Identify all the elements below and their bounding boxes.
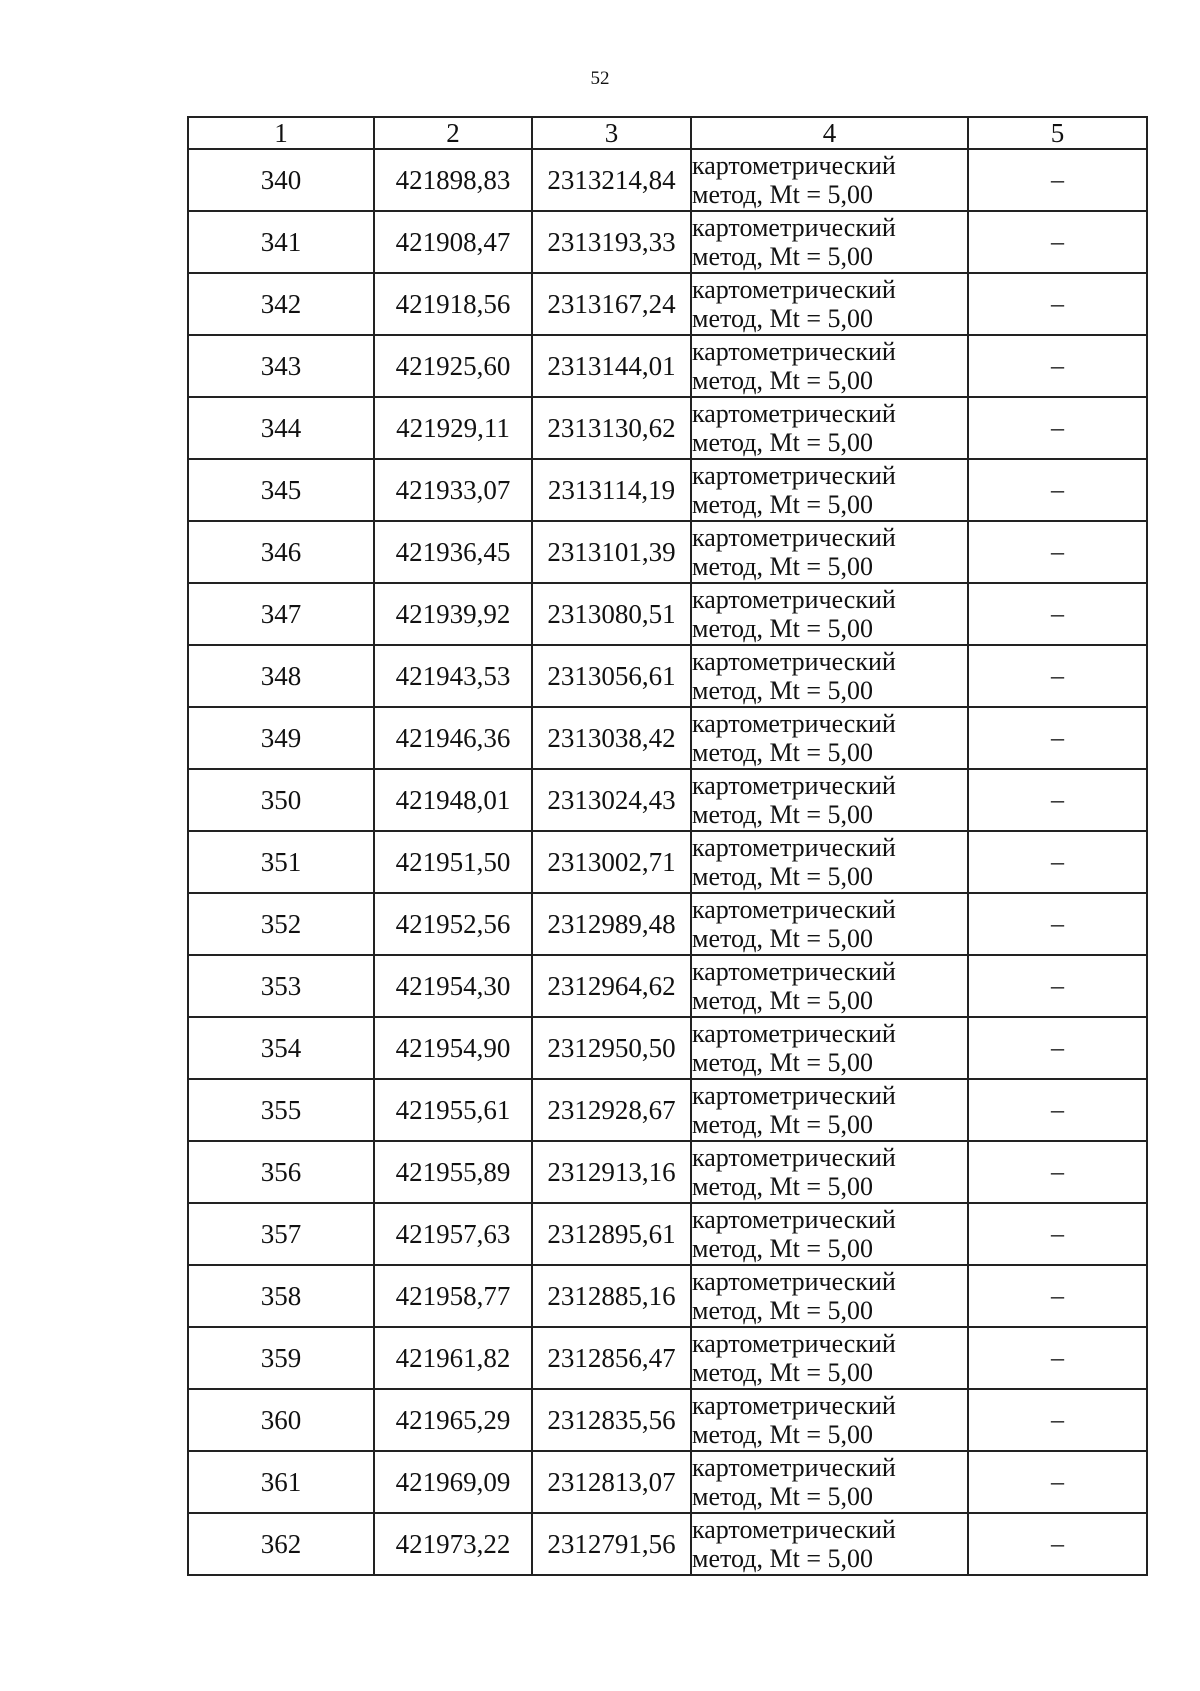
method-line-1: картометрический <box>692 1205 896 1234</box>
method-line-2: метод, Mt = 5,00 <box>692 1048 873 1077</box>
point-number-cell: 351 <box>188 831 374 893</box>
method-cell <box>691 831 968 893</box>
note-cell: – <box>968 211 1147 273</box>
y-coordinate-cell: 2312856,47 <box>532 1327 691 1389</box>
x-coordinate-cell: 421933,07 <box>374 459 532 521</box>
note-cell: – <box>968 769 1147 831</box>
point-number-cell: 340 <box>188 149 374 211</box>
note-cell: – <box>968 149 1147 211</box>
y-coordinate-cell: 2312964,62 <box>532 955 691 1017</box>
note-cell: – <box>968 397 1147 459</box>
x-coordinate-cell: 421946,36 <box>374 707 532 769</box>
method-line-2: метод, Mt = 5,00 <box>692 924 873 953</box>
method-line-2: метод, Mt = 5,00 <box>692 242 873 271</box>
method-cell <box>691 1079 968 1141</box>
point-number-cell: 348 <box>188 645 374 707</box>
method-cell <box>691 397 968 459</box>
x-coordinate-cell: 421973,22 <box>374 1513 532 1575</box>
method-line-1: картометрический <box>692 895 896 924</box>
note-cell: – <box>968 1265 1147 1327</box>
method-cell <box>691 1017 968 1079</box>
table-header-row <box>188 117 1147 149</box>
x-coordinate-cell: 421936,45 <box>374 521 532 583</box>
x-coordinate-cell: 421954,90 <box>374 1017 532 1079</box>
method-line-2: метод, Mt = 5,00 <box>692 986 873 1015</box>
y-coordinate-cell: 2313002,71 <box>532 831 691 893</box>
point-number-cell: 352 <box>188 893 374 955</box>
table-row <box>188 955 1147 1017</box>
method-line-1: картометрический <box>692 1329 896 1358</box>
column-header: 5 <box>968 117 1147 149</box>
method-cell <box>691 459 968 521</box>
method-cell <box>691 1265 968 1327</box>
x-coordinate-cell: 421908,47 <box>374 211 532 273</box>
method-line-2: метод, Mt = 5,00 <box>692 676 873 705</box>
method-cell <box>691 1451 968 1513</box>
note-cell: – <box>968 1141 1147 1203</box>
point-number-cell: 345 <box>188 459 374 521</box>
method-line-1: картометрический <box>692 523 896 552</box>
method-cell <box>691 955 968 1017</box>
note-cell: – <box>968 1017 1147 1079</box>
method-line-1: картометрический <box>692 337 896 366</box>
coordinates-table <box>187 116 1148 1576</box>
method-line-1: картометрический <box>692 1019 896 1048</box>
y-coordinate-cell: 2312813,07 <box>532 1451 691 1513</box>
method-line-1: картометрический <box>692 1515 896 1544</box>
method-cell <box>691 583 968 645</box>
table-row <box>188 893 1147 955</box>
table-row <box>188 1327 1147 1389</box>
y-coordinate-cell: 2313130,62 <box>532 397 691 459</box>
method-cell <box>691 335 968 397</box>
table-row <box>188 1265 1147 1327</box>
method-line-2: метод, Mt = 5,00 <box>692 304 873 333</box>
table-row <box>188 645 1147 707</box>
note-cell: – <box>968 521 1147 583</box>
point-number-cell: 358 <box>188 1265 374 1327</box>
method-cell <box>691 707 968 769</box>
note-cell: – <box>968 1203 1147 1265</box>
note-cell: – <box>968 273 1147 335</box>
x-coordinate-cell: 421954,30 <box>374 955 532 1017</box>
note-cell: – <box>968 707 1147 769</box>
note-cell: – <box>968 1389 1147 1451</box>
note-cell: – <box>968 955 1147 1017</box>
method-cell <box>691 273 968 335</box>
x-coordinate-cell: 421958,77 <box>374 1265 532 1327</box>
x-coordinate-cell: 421925,60 <box>374 335 532 397</box>
x-coordinate-cell: 421965,29 <box>374 1389 532 1451</box>
method-cell <box>691 211 968 273</box>
y-coordinate-cell: 2313144,01 <box>532 335 691 397</box>
y-coordinate-cell: 2313193,33 <box>532 211 691 273</box>
table-row <box>188 831 1147 893</box>
point-number-cell: 355 <box>188 1079 374 1141</box>
table-row <box>188 1141 1147 1203</box>
method-line-2: метод, Mt = 5,00 <box>692 180 873 209</box>
table-row <box>188 459 1147 521</box>
method-cell <box>691 1513 968 1575</box>
note-cell: – <box>968 893 1147 955</box>
table-row <box>188 1079 1147 1141</box>
column-header: 2 <box>374 117 532 149</box>
point-number-cell: 354 <box>188 1017 374 1079</box>
table-row <box>188 273 1147 335</box>
x-coordinate-cell: 421948,01 <box>374 769 532 831</box>
method-line-2: метод, Mt = 5,00 <box>692 1296 873 1325</box>
note-cell: – <box>968 645 1147 707</box>
point-number-cell: 342 <box>188 273 374 335</box>
y-coordinate-cell: 2312913,16 <box>532 1141 691 1203</box>
method-line-1: картометрический <box>692 1453 896 1482</box>
note-cell: – <box>968 583 1147 645</box>
y-coordinate-cell: 2313167,24 <box>532 273 691 335</box>
method-cell <box>691 1327 968 1389</box>
method-cell <box>691 149 968 211</box>
note-cell: – <box>968 335 1147 397</box>
y-coordinate-cell: 2313038,42 <box>532 707 691 769</box>
note-cell: – <box>968 1079 1147 1141</box>
method-line-1: картометрический <box>692 957 896 986</box>
x-coordinate-cell: 421961,82 <box>374 1327 532 1389</box>
x-coordinate-cell: 421957,63 <box>374 1203 532 1265</box>
method-line-1: картометрический <box>692 151 896 180</box>
table-row <box>188 397 1147 459</box>
method-line-2: метод, Mt = 5,00 <box>692 1234 873 1263</box>
method-cell <box>691 769 968 831</box>
y-coordinate-cell: 2313024,43 <box>532 769 691 831</box>
point-number-cell: 347 <box>188 583 374 645</box>
method-line-2: метод, Mt = 5,00 <box>692 1110 873 1139</box>
column-header: 3 <box>532 117 691 149</box>
method-line-1: картометрический <box>692 1081 896 1110</box>
method-line-1: картометрический <box>692 771 896 800</box>
x-coordinate-cell: 421939,92 <box>374 583 532 645</box>
point-number-cell: 357 <box>188 1203 374 1265</box>
method-line-2: метод, Mt = 5,00 <box>692 490 873 519</box>
method-cell <box>691 1389 968 1451</box>
table-row <box>188 521 1147 583</box>
page-number: 52 <box>590 68 610 89</box>
point-number-cell: 344 <box>188 397 374 459</box>
table-row <box>188 707 1147 769</box>
method-line-2: метод, Mt = 5,00 <box>692 1544 873 1573</box>
table-row <box>188 1389 1147 1451</box>
method-cell <box>691 645 968 707</box>
table-row <box>188 335 1147 397</box>
method-line-1: картометрический <box>692 1267 896 1296</box>
x-coordinate-cell: 421943,53 <box>374 645 532 707</box>
method-line-2: метод, Mt = 5,00 <box>692 862 873 891</box>
x-coordinate-cell: 421969,09 <box>374 1451 532 1513</box>
y-coordinate-cell: 2312950,50 <box>532 1017 691 1079</box>
method-line-2: метод, Mt = 5,00 <box>692 366 873 395</box>
x-coordinate-cell: 421952,56 <box>374 893 532 955</box>
column-header: 4 <box>691 117 968 149</box>
table-row <box>188 149 1147 211</box>
point-number-cell: 343 <box>188 335 374 397</box>
table-row <box>188 211 1147 273</box>
point-number-cell: 356 <box>188 1141 374 1203</box>
point-number-cell: 349 <box>188 707 374 769</box>
method-line-2: метод, Mt = 5,00 <box>692 552 873 581</box>
table-row <box>188 1017 1147 1079</box>
method-line-1: картометрический <box>692 647 896 676</box>
method-line-1: картометрический <box>692 1143 896 1172</box>
y-coordinate-cell: 2312885,16 <box>532 1265 691 1327</box>
method-cell <box>691 521 968 583</box>
point-number-cell: 346 <box>188 521 374 583</box>
point-number-cell: 350 <box>188 769 374 831</box>
note-cell: – <box>968 831 1147 893</box>
note-cell: – <box>968 459 1147 521</box>
y-coordinate-cell: 2312895,61 <box>532 1203 691 1265</box>
x-coordinate-cell: 421955,89 <box>374 1141 532 1203</box>
method-line-1: картометрический <box>692 709 896 738</box>
method-line-2: метод, Mt = 5,00 <box>692 428 873 457</box>
column-header: 1 <box>188 117 374 149</box>
method-cell <box>691 1203 968 1265</box>
table-row <box>188 583 1147 645</box>
y-coordinate-cell: 2312989,48 <box>532 893 691 955</box>
point-number-cell: 359 <box>188 1327 374 1389</box>
table-row <box>188 1513 1147 1575</box>
table-row <box>188 1451 1147 1513</box>
y-coordinate-cell: 2312791,56 <box>532 1513 691 1575</box>
y-coordinate-cell: 2312928,67 <box>532 1079 691 1141</box>
table-row <box>188 1203 1147 1265</box>
method-line-2: метод, Mt = 5,00 <box>692 1482 873 1511</box>
x-coordinate-cell: 421955,61 <box>374 1079 532 1141</box>
table-row <box>188 769 1147 831</box>
point-number-cell: 361 <box>188 1451 374 1513</box>
y-coordinate-cell: 2313080,51 <box>532 583 691 645</box>
note-cell: – <box>968 1513 1147 1575</box>
y-coordinate-cell: 2312835,56 <box>532 1389 691 1451</box>
x-coordinate-cell: 421918,56 <box>374 273 532 335</box>
method-line-1: картометрический <box>692 399 896 428</box>
y-coordinate-cell: 2313214,84 <box>532 149 691 211</box>
method-line-1: картометрический <box>692 833 896 862</box>
method-line-1: картометрический <box>692 213 896 242</box>
method-line-2: метод, Mt = 5,00 <box>692 614 873 643</box>
method-line-1: картометрический <box>692 275 896 304</box>
method-line-2: метод, Mt = 5,00 <box>692 1420 873 1449</box>
x-coordinate-cell: 421898,83 <box>374 149 532 211</box>
point-number-cell: 362 <box>188 1513 374 1575</box>
point-number-cell: 341 <box>188 211 374 273</box>
method-line-1: картометрический <box>692 585 896 614</box>
point-number-cell: 353 <box>188 955 374 1017</box>
x-coordinate-cell: 421929,11 <box>374 397 532 459</box>
note-cell: – <box>968 1327 1147 1389</box>
method-line-2: метод, Mt = 5,00 <box>692 800 873 829</box>
method-line-1: картометрический <box>692 1391 896 1420</box>
method-cell <box>691 893 968 955</box>
y-coordinate-cell: 2313114,19 <box>532 459 691 521</box>
method-line-2: метод, Mt = 5,00 <box>692 738 873 767</box>
y-coordinate-cell: 2313101,39 <box>532 521 691 583</box>
note-cell: – <box>968 1451 1147 1513</box>
method-cell <box>691 1141 968 1203</box>
x-coordinate-cell: 421951,50 <box>374 831 532 893</box>
method-line-1: картометрический <box>692 461 896 490</box>
method-line-2: метод, Mt = 5,00 <box>692 1358 873 1387</box>
method-line-2: метод, Mt = 5,00 <box>692 1172 873 1201</box>
point-number-cell: 360 <box>188 1389 374 1451</box>
y-coordinate-cell: 2313056,61 <box>532 645 691 707</box>
